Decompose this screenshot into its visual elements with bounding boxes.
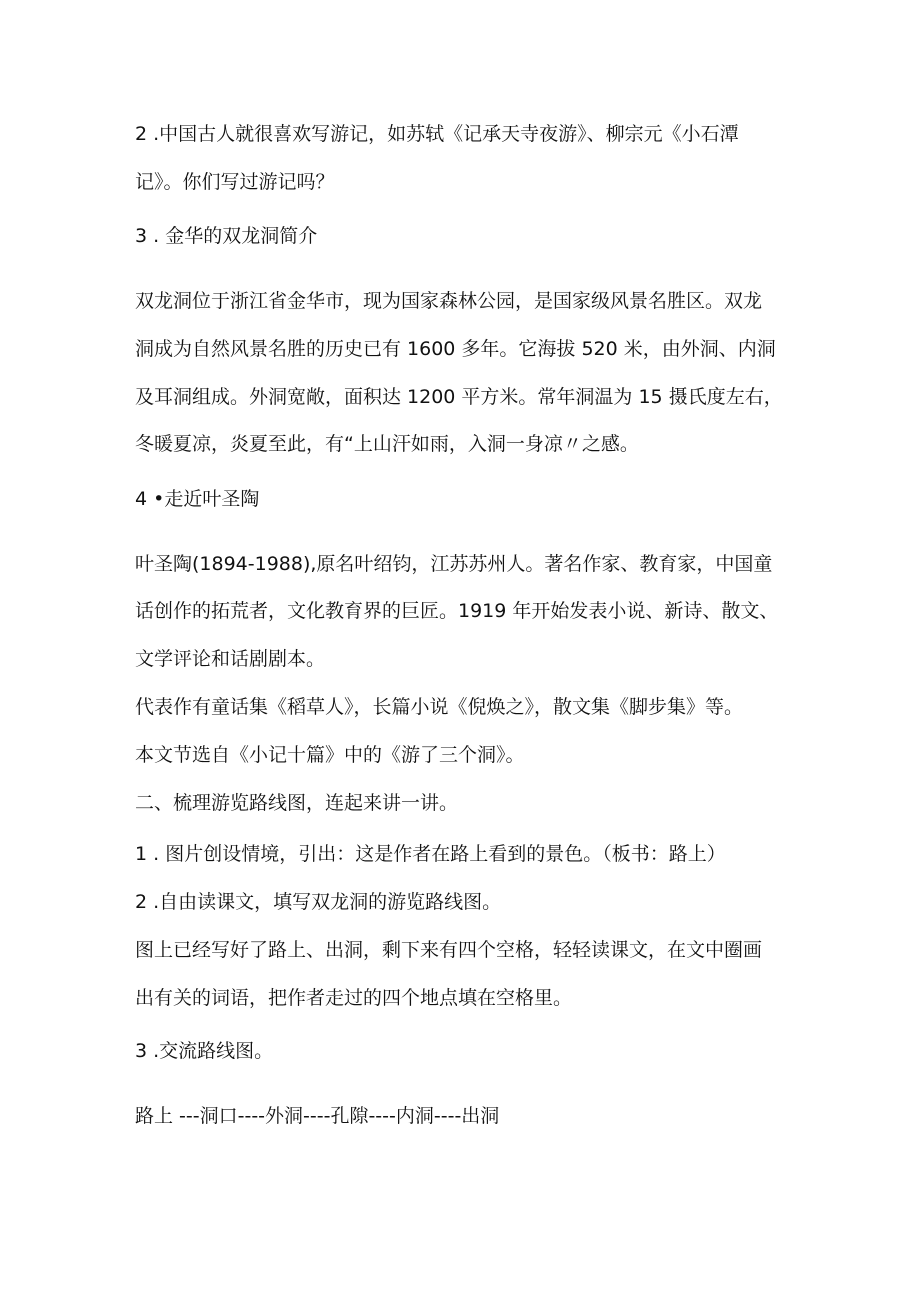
item-2-line-1: 2 .中国古人就很喜欢写游记，如苏轼《记承天寺夜游》、柳宗元《小石潭 — [135, 123, 739, 145]
intro-paragraph-line-4: 冬暖夏凉，炎夏至此，有“上山汗如雨，入洞一身凉〃之感。 — [135, 433, 639, 455]
step-2-line: 2 .自由读课文，填写双龙洞的游览路线图。 — [135, 891, 502, 913]
intro-paragraph-line-3: 及耳洞组成。外洞宽敞，面积达 1200 平方米。常年洞温为 15 摄氏度左右， — [135, 386, 783, 408]
step-1-line: 1 . 图片创设情境，引出：这是作者在路上看到的景色。（板书：路上） — [135, 843, 726, 865]
heading-item-4: 4 •走近叶圣陶 — [135, 488, 260, 510]
works-line-1: 代表作有童话集《稻草人》，长篇小说《倪焕之》，散文集《脚步集》等。 — [135, 696, 744, 718]
author-paragraph-line-2: 话创作的拓荒者，文化教育界的巨匠。1919 年开始发表小说、新诗、散文、 — [135, 600, 779, 622]
section-two-heading: 二、梳理游览路线图，连起来讲一讲。 — [135, 792, 459, 814]
step-2-detail-line-1: 图上已经写好了路上、出洞，剩下来有四个空格，轻轻读课文，在文中圈画 — [135, 939, 763, 961]
author-paragraph-line-3: 文学评论和话剧剧本。 — [135, 648, 326, 670]
heading-item-3: 3 . 金华的双龙洞简介 — [135, 225, 318, 247]
author-paragraph-line-1: 叶圣陶(1894-1988),原名叶绍钧，江苏苏州人。著名作家、教育家，中国童 — [135, 553, 773, 575]
item-2-line-2: 记》。你们写过游记吗？ — [135, 171, 335, 193]
step-2-detail-line-2: 出有关的词语，把作者走过的四个地点填在空格里。 — [135, 987, 573, 1009]
intro-paragraph-line-2: 洞成为自然风景名胜的历史已有 1600 多年。它海拔 520 米，由外洞、内洞 — [135, 338, 776, 360]
route-map-line: 路上 ---洞口----外洞----孔隙----内洞----出洞 — [135, 1105, 500, 1127]
step-3-line: 3 .交流路线图。 — [135, 1040, 274, 1062]
works-line-2: 本文节选自《小记十篇》中的《游了三个洞》。 — [135, 744, 525, 766]
intro-paragraph-line-1: 双龙洞位于浙江省金华市，现为国家森林公园，是国家级风景名胜区。双龙 — [135, 290, 763, 312]
